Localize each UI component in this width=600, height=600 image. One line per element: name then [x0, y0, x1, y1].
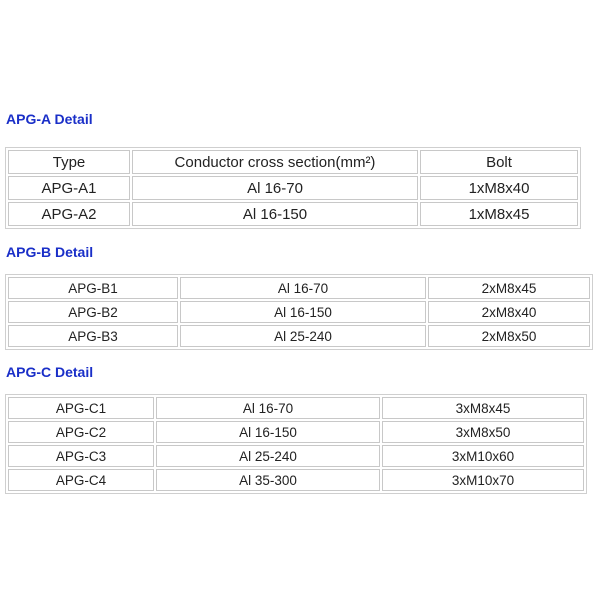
- cell-bolt: 2xM8x50: [428, 325, 590, 347]
- section-title-apg-b: APG-B Detail: [6, 244, 94, 260]
- cell-type: APG-B1: [8, 277, 178, 299]
- table-row: [8, 325, 590, 347]
- table-row: [8, 469, 584, 491]
- cell-type: APG-A2: [8, 202, 130, 226]
- cell-bolt: 3xM10x70: [382, 469, 584, 491]
- cell-type: APG-C1: [8, 397, 154, 419]
- cell-conductor: Al 16-70: [156, 397, 380, 419]
- cell-type: APG-C4: [8, 469, 154, 491]
- header-type: Type: [8, 150, 130, 174]
- cell-type: APG-B3: [8, 325, 178, 347]
- cell-type: APG-C2: [8, 421, 154, 443]
- cell-bolt: 3xM8x45: [382, 397, 584, 419]
- section-title-apg-c: APG-C Detail: [6, 364, 94, 380]
- cell-conductor: Al 16-70: [132, 176, 418, 200]
- cell-conductor: Al 16-150: [156, 421, 380, 443]
- cell-conductor: Al 35-300: [156, 469, 380, 491]
- cell-type: APG-A1: [8, 176, 130, 200]
- cell-conductor: Al 16-150: [132, 202, 418, 226]
- table-row: [8, 397, 584, 419]
- cell-conductor: Al 25-240: [180, 325, 426, 347]
- table-row: [8, 445, 584, 467]
- cell-type: APG-C3: [8, 445, 154, 467]
- section-title-apg-a: APG-A Detail: [6, 111, 93, 127]
- apg-b-table: [5, 274, 593, 350]
- cell-conductor: Al 16-70: [180, 277, 426, 299]
- table-row: [8, 202, 578, 226]
- header-bolt: Bolt: [420, 150, 578, 174]
- table-row: [8, 176, 578, 200]
- table-row: [8, 301, 590, 323]
- cell-bolt: 2xM8x40: [428, 301, 590, 323]
- cell-bolt: 1xM8x40: [420, 176, 578, 200]
- cell-bolt: 1xM8x45: [420, 202, 578, 226]
- cell-conductor: Al 16-150: [180, 301, 426, 323]
- cell-bolt: 3xM10x60: [382, 445, 584, 467]
- table-row: [8, 421, 584, 443]
- cell-type: APG-B2: [8, 301, 178, 323]
- table-row: [8, 277, 590, 299]
- apg-a-table: [5, 147, 581, 229]
- table-header-row: [8, 150, 578, 174]
- cell-conductor: Al 25-240: [156, 445, 380, 467]
- cell-bolt: 2xM8x45: [428, 277, 590, 299]
- apg-c-table: [5, 394, 587, 494]
- header-conductor-cross-section: Conductor cross section(mm²): [132, 150, 418, 174]
- cell-bolt: 3xM8x50: [382, 421, 584, 443]
